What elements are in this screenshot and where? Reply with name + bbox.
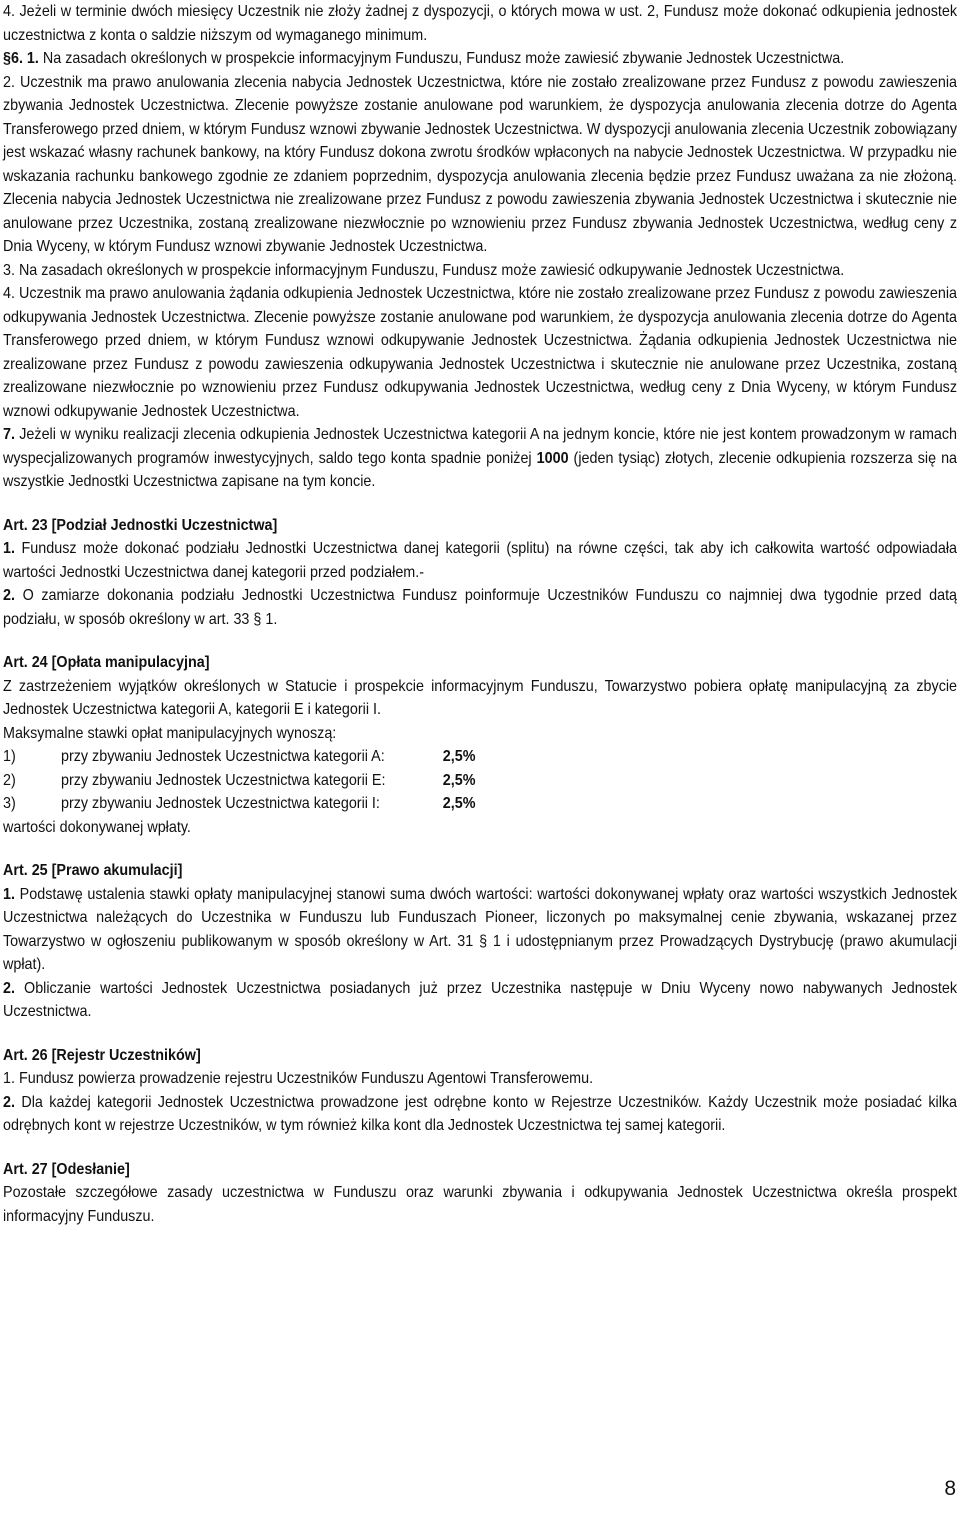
art-27-heading: Art. 27 [Odesłanie]: [3, 1160, 130, 1178]
spacer: [3, 1138, 957, 1158]
art-24-outro: wartości dokonywanej wpłaty.: [3, 818, 191, 836]
fee-rate-value: 2,5%: [442, 748, 476, 765]
page-number: 8: [944, 1477, 956, 1500]
art-26-paragraph-1: [3, 1067, 957, 1091]
art-23-p1-marker: 1.: [3, 540, 15, 557]
paragraph-7-marker: 7.: [3, 426, 15, 443]
art-25-paragraph-2: [3, 977, 957, 1024]
fee-rate-label: przy zbywaniu Jednostek Uczestnictwa kategorii A:: [60, 748, 385, 765]
art-26-p2-marker: 2.: [3, 1093, 15, 1111]
fee-rate-number: 1): [3, 748, 16, 765]
paragraph-7-text-b: (jeden tysiąc) złotych, zlecenie odkupienia rozszerza się na wszystkie Jednostki Uczestnictwa zapisane na tym koncie.: [3, 449, 958, 490]
art-25-p1-text: Podstawę ustalenia stawki opłaty manipulacyjnej stanowi suma dwóch wartości: wartości dokonywanej wpłaty oraz wartości wszystkich Jednostek Uczestnictwa należących do Uczestnika w Funduszu lub Funduszach Pioneer, liczonych po maksymalnej cenie zbywania, wskazanej przez Towarzystwo w ogłoszeniu publikowanym w sposób określony w Art. 31 § 1 i udostępnianym przez Prowadzących Dystrybucję (prawo akumulacji wpłat).: [3, 885, 958, 973]
art-23-paragraph-1: [3, 537, 957, 584]
art-24-heading: Art. 24 [Opłata manipulacyjna]: [3, 654, 210, 671]
section-6-paragraph-1-text: Na zasadach określonych w prospekcie informacyjnym Funduszu, Fundusz może zawiesić zbywanie Jednostek Uczestnictwa.: [38, 50, 845, 67]
art-26-heading: Art. 26 [Rejestr Uczestników]: [3, 1046, 201, 1064]
art-25-p1-marker: 1.: [3, 885, 15, 903]
art-23-p1-text: Fundusz może dokonać podziału Jednostki Uczestnictwa danej kategorii (splitu) na równe części, tak aby ich całkowita wartość odpowiadała wartości Jednostki Uczestnictwa danej kategorii przed podziałem.-: [3, 540, 958, 581]
paragraph-7-amount: 1000: [536, 449, 569, 467]
section-6-paragraph-2: 2. Uczestnik ma prawo anulowania zlecenia nabycia Jednostek Uczestnictwa, które nie zostało zrealizowane przez Fundusz z powodu zawieszenia zbywania Jednostek Uczestnictwa. Zlecenie powyższe zostanie anulowane pod warunkiem, że dyspozycja anulowania zlecenia dotrze do Agenta Transferowego przed dniem, w którym Fundusz wznowi zbywanie Jednostek Uczestnictwa. W dyspozycji anulowania zlecenia Uczestnik zobowiązany jest wskazać własny rachunek bankowy, na który Fundusz dokona zwrotu środków wpłaconych na nabycie Jednostek Uczestnictwa. W przypadku nie wskazania rachunku bankowego zgodnie ze zdaniem poprzednim, dyspozycja anulowania zlecenia będzie przez Fundusz uważana za nie złożoną. Zlecenia nabycia Jednostek Uczestnictwa nie zrealizowane przez Fundusz z powodu zawieszenia zbywania Jednostek Uczestnictwa i skutecznie nie anulowane przez Uczestnika, zostaną zrealizowane niezwłocznie po wznowieniu przez Fundusz zbywania Jednostek Uczestnictwa, według ceny z Dnia Wyceny, w którym Fundusz wznowi zbywanie Jednostek Uczestnictwa.: [3, 73, 958, 255]
fee-rate-row: [3, 769, 957, 793]
spacer: [3, 839, 957, 859]
section-6-paragraph-1: [3, 47, 957, 71]
section-6-marker: §6. 1.: [3, 50, 39, 67]
art-23-heading: Art. 23 [Podział Jednostki Uczestnictwa]: [3, 516, 278, 534]
art-23-p2-marker: 2.: [3, 587, 15, 604]
art-24-intro: Z zastrzeżeniem wyjątków określonych w Statucie i prospekcie informacyjnym Funduszu, Towarzystwo pobiera opłatę manipulacyjną za zbycie Jednostek Uczestnictwa kategorii A, kategorii E i kategorii I.: [3, 677, 958, 718]
fee-rate-label: przy zbywaniu Jednostek Uczestnictwa kategorii I:: [60, 795, 380, 812]
spacer: [3, 631, 957, 651]
art-26-p1-text: Fundusz powierza prowadzenie rejestru Uczestników Funduszu Agentowi Transferowemu.: [14, 1070, 594, 1087]
art-23-paragraph-2: [3, 584, 957, 631]
art-26-paragraph-2: [3, 1091, 957, 1138]
art-26-p2-text: Dla każdej kategorii Jednostek Uczestnictwa prowadzone jest odrębne konto w Rejestrze Uczestników. Każdy Uczestnik może posiadać kilka odrębnych kont w rejestrze Uczestników, w tym również kilka kont dla Jednostek Uczestnictwa tej samej kategorii.: [3, 1093, 958, 1134]
art-25-paragraph-1: [3, 883, 957, 977]
fee-rate-value: 2,5%: [442, 771, 476, 789]
paragraph-7-text-a: Jeżeli w wyniku realizacji zlecenia odkupienia Jednostek Uczestnictwa kategorii A na jednym koncie, które nie jest kontem prowadzonym w ramach wyspecjalizowanych programów inwestycyjnych, saldo tego konta spadnie poniżej: [3, 426, 958, 467]
art-25-p2-marker: 2.: [3, 979, 15, 997]
fee-rate-number: 2): [3, 771, 16, 789]
art-25-heading: Art. 25 [Prawo akumulacji]: [3, 862, 183, 879]
art-26-p1-marker: 1.: [3, 1070, 15, 1087]
paragraph-4: 4. Jeżeli w terminie dwóch miesięcy Uczestnik nie złoży żadnej z dyspozycji, o których mowa w ust. 2, Fundusz może dokonać odkupienia jednostek uczestnictwa z konta o saldzie niższym od wymaganego minimum.: [3, 3, 958, 44]
art-24-rates-intro: Maksymalne stawki opłat manipulacyjnych wynoszą:: [3, 724, 337, 742]
art-27-paragraph-1: Pozostałe szczegółowe zasady uczestnictwa w Funduszu oraz warunki zbywania i odkupywania Jednostek Uczestnictwa określa prospekt informacyjny Funduszu.: [3, 1184, 958, 1225]
fee-rate-row: [3, 792, 957, 816]
art-25-p2-text: Obliczanie wartości Jednostek Uczestnictwa posiadanych już przez Uczestnika następuje w Dniu Wyceny nowo nabywanych Jednostek Uczestnictwa.: [3, 979, 958, 1020]
fee-rate-number: 3): [3, 795, 16, 812]
section-6-paragraph-3: 3. Na zasadach określonych w prospekcie informacyjnym Funduszu, Fundusz może zawiesić odkupywanie Jednostek Uczestnictwa.: [3, 261, 845, 279]
art-23-p2-text: O zamiarze dokonania podziału Jednostki Uczestnictwa Fundusz poinformuje Uczestników Funduszu co najmniej dwa tygodnie przed datą podziału, w sposób określony w art. 33 § 1.: [3, 587, 958, 628]
spacer: [3, 494, 957, 514]
fee-rate-row: [3, 745, 957, 769]
spacer: [3, 1024, 957, 1044]
fee-rate-value: 2,5%: [442, 795, 476, 812]
fee-rate-label: przy zbywaniu Jednostek Uczestnictwa kategorii E:: [60, 771, 386, 789]
paragraph-7: [3, 423, 957, 494]
section-6-paragraph-4: 4. Uczestnik ma prawo anulowania żądania odkupienia Jednostek Uczestnictwa, które nie zostało zrealizowane przez Fundusz z powodu zawieszenia odkupywania Jednostek Uczestnictwa. Zlecenie powyższe zostanie anulowane pod warunkiem, że dyspozycja anulowania zlecenia dotrze do Agenta Transferowego przed dniem, w którym Fundusz wznowi odkupywanie Jednostek Uczestnictwa. Żądania odkupienia Jednostek Uczestnictwa nie zrealizowane przez Fundusz z powodu zawieszenia odkupywania Jednostek Uczestnictwa i skutecznie nie anulowane przez Uczestnika, zostaną zrealizowane niezwłocznie po wznowieniu przez Fundusz odkupywania Jednostek Uczestnictwa, według ceny z Dnia Wyceny, w którym Fundusz wznowi odkupywanie Jednostek Uczestnictwa.: [3, 285, 958, 420]
document-page: [3, 0, 957, 1228]
